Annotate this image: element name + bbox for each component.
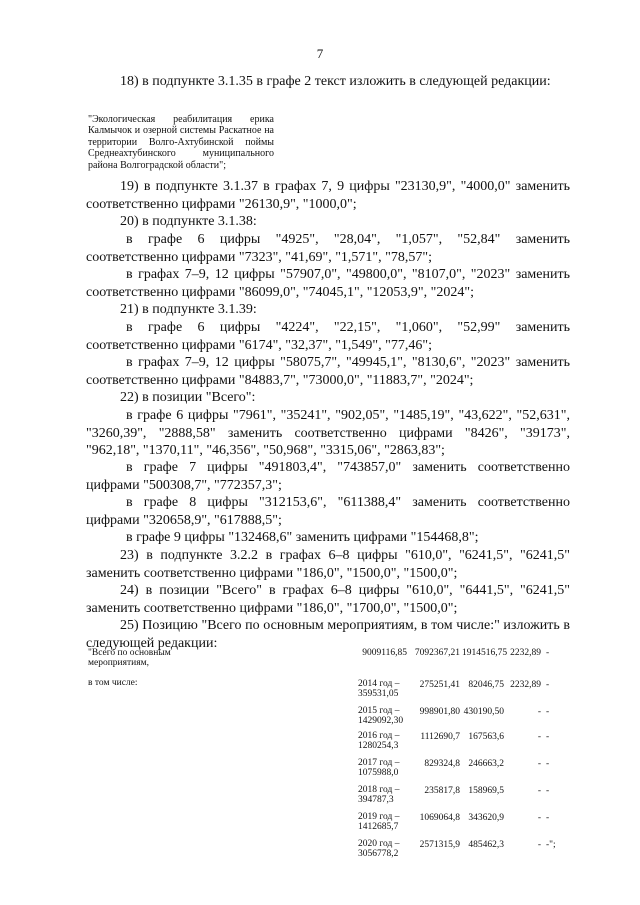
table-cell-c2: 2571315,9 (419, 840, 460, 850)
paragraph-22c: в графе 8 цифры "312153,6", "611388,4" заменить соответственно цифрами "320658,9", "617888,5"; (86, 495, 570, 528)
table-cell-c5: - (546, 786, 550, 796)
table-cell-c1: 9009116,85 (362, 648, 407, 658)
table-cell-c3: 430190,50 (463, 707, 504, 717)
paragraph-23: 23) в подпункте 3.2.2 в графах 6–8 цифры "610,0", "6241,5", "6241,5" заменить соответственно цифрами "186,0", "1500,0", "1500,0"; (86, 548, 570, 581)
table-label-incl: в том числе: (88, 678, 138, 688)
paragraph-20: 20) в подпункте 3.1.38: (120, 214, 257, 229)
table-cell-c4: - (537, 786, 541, 796)
table-cell-year: 2016 год – 1280254,3 (358, 731, 400, 751)
table-cell-c2: 1069064,8 (419, 813, 460, 823)
table-cell-c5: - (546, 680, 550, 690)
table-cell-c3: 82046,75 (468, 680, 504, 690)
table-cell-c3: 167563,6 (468, 732, 504, 742)
table-cell-c5: -"; (546, 840, 556, 850)
table-cell-c4: 2232,89 (510, 680, 541, 690)
table-cell-c4: - (537, 840, 541, 850)
table-cell-c2: 7092367,21 (414, 648, 460, 658)
table-cell-year: 2019 год – 1412685,7 (358, 812, 400, 832)
table-cell-c2: 1112690,7 (420, 732, 460, 742)
paragraph-22b: в графе 7 цифры "491803,4", "743857,0" заменить соответственно цифрами "500308,7", "772357,3"; (86, 460, 570, 493)
paragraph-22: 22) в позиции "Всего": (120, 390, 256, 405)
table-cell-c4: - (537, 759, 541, 769)
table-cell-c2: 275251,41 (419, 680, 460, 690)
table-cell-c5: - (546, 648, 550, 658)
paragraph-21a: в графе 6 цифры "4224", "22,15", "1,060", "52,99" заменить соответственно цифрами "6174", "32,37", "1,549", "77,46"; (86, 320, 570, 353)
table-cell-c3: 343620,9 (468, 813, 504, 823)
paragraph-22a: в графе 6 цифры "7961", "35241", "902,05", "1485,19", "43,622", "52,631", "3260,39", "2888,58" заменить соответственно цифрами "8426", "39173", "962,18", "1370,11", "46,356", "50,968", "3315,06", "2863,83"; (86, 408, 570, 458)
table-cell-year: 2015 год – 1429092,30 (358, 706, 404, 726)
table-cell-c5: - (546, 707, 550, 717)
table-cell-c5: - (546, 759, 550, 769)
table-cell-c3: 246663,2 (468, 759, 504, 769)
table-cell-year: 2018 год – 394787,3 (358, 785, 400, 805)
paragraph-20b: в графах 7–9, 12 цифры "57907,0", "49800,0", "8107,0", "2023" заменить соответственно цифрами "86099,0", "74045,1", "12053,9", "2024"; (86, 267, 570, 300)
paragraph-22d: в графе 9 цифры "132468,6" заменить цифрами "154468,8"; (126, 530, 479, 545)
page-number: 7 (316, 46, 324, 61)
table-cell-c5: - (546, 732, 550, 742)
table-cell-c4: - (537, 707, 541, 717)
paragraph-19: 19) в подпункте 3.1.37 в графах 7, 9 цифры "23130,9", "4000,0" заменить соответственно цифрами "26130,9", "1000,0"; (86, 179, 570, 212)
table-cell-year: 2017 год – 1075988,0 (358, 758, 400, 778)
table-cell-c2: 998901,80 (419, 707, 460, 717)
paragraph-21b: в графах 7–9, 12 цифры "58075,7", "49945,1", "8130,6", "2023" заменить соответственно цифрами "84883,7", "73000,0", "11883,7", "2024"; (86, 355, 570, 388)
table-cell-c5: - (546, 813, 550, 823)
table-cell-c2: 235817,8 (424, 786, 460, 796)
table-cell-year: 2020 год – 3056778,2 (358, 839, 400, 859)
paragraph-21: 21) в подпункте 3.1.39: (120, 302, 257, 317)
table-cell-year: 2014 год – 359531,05 (358, 679, 400, 699)
table-cell-c4: 2232,89 (510, 648, 541, 658)
quoted-text-18: "Экологическая реабилитация ерика Калмычок и озерной системы Раскатное на территории Волго-Ахтубинской поймы Среднеахтубинского муниципального района Волгоградской области"; (88, 114, 274, 171)
paragraph-20a: в графе 6 цифры "4925", "28,04", "1,057", "52,84" заменить соответственно цифрами "7323", "41,69", "1,571", "78,57"; (86, 232, 570, 265)
table-label-total: "Всего по основным мероприятиям, (88, 648, 171, 668)
paragraph-24: 24) в позиции "Всего" в графах 6–8 цифры "610,0", "6441,5", "6241,5" заменить соответственно цифрами "186,0", "1700,0", "1500,0"; (86, 583, 570, 616)
paragraph-25: 25) Позицию "Всего по основным мероприятиям, в том числе:" изложить в следующей редакции: (86, 618, 570, 651)
table-cell-c3: 1914516,75 (462, 648, 508, 658)
paragraph-18: 18) в подпункте 3.1.35 в графе 2 текст изложить в следующей редакции: (120, 74, 551, 89)
table-cell-c3: 485462,3 (468, 840, 504, 850)
table-cell-c4: - (537, 813, 541, 823)
table-cell-c3: 158969,5 (468, 786, 504, 796)
table-cell-c2: 829324,8 (424, 759, 460, 769)
table-cell-c4: - (537, 732, 541, 742)
